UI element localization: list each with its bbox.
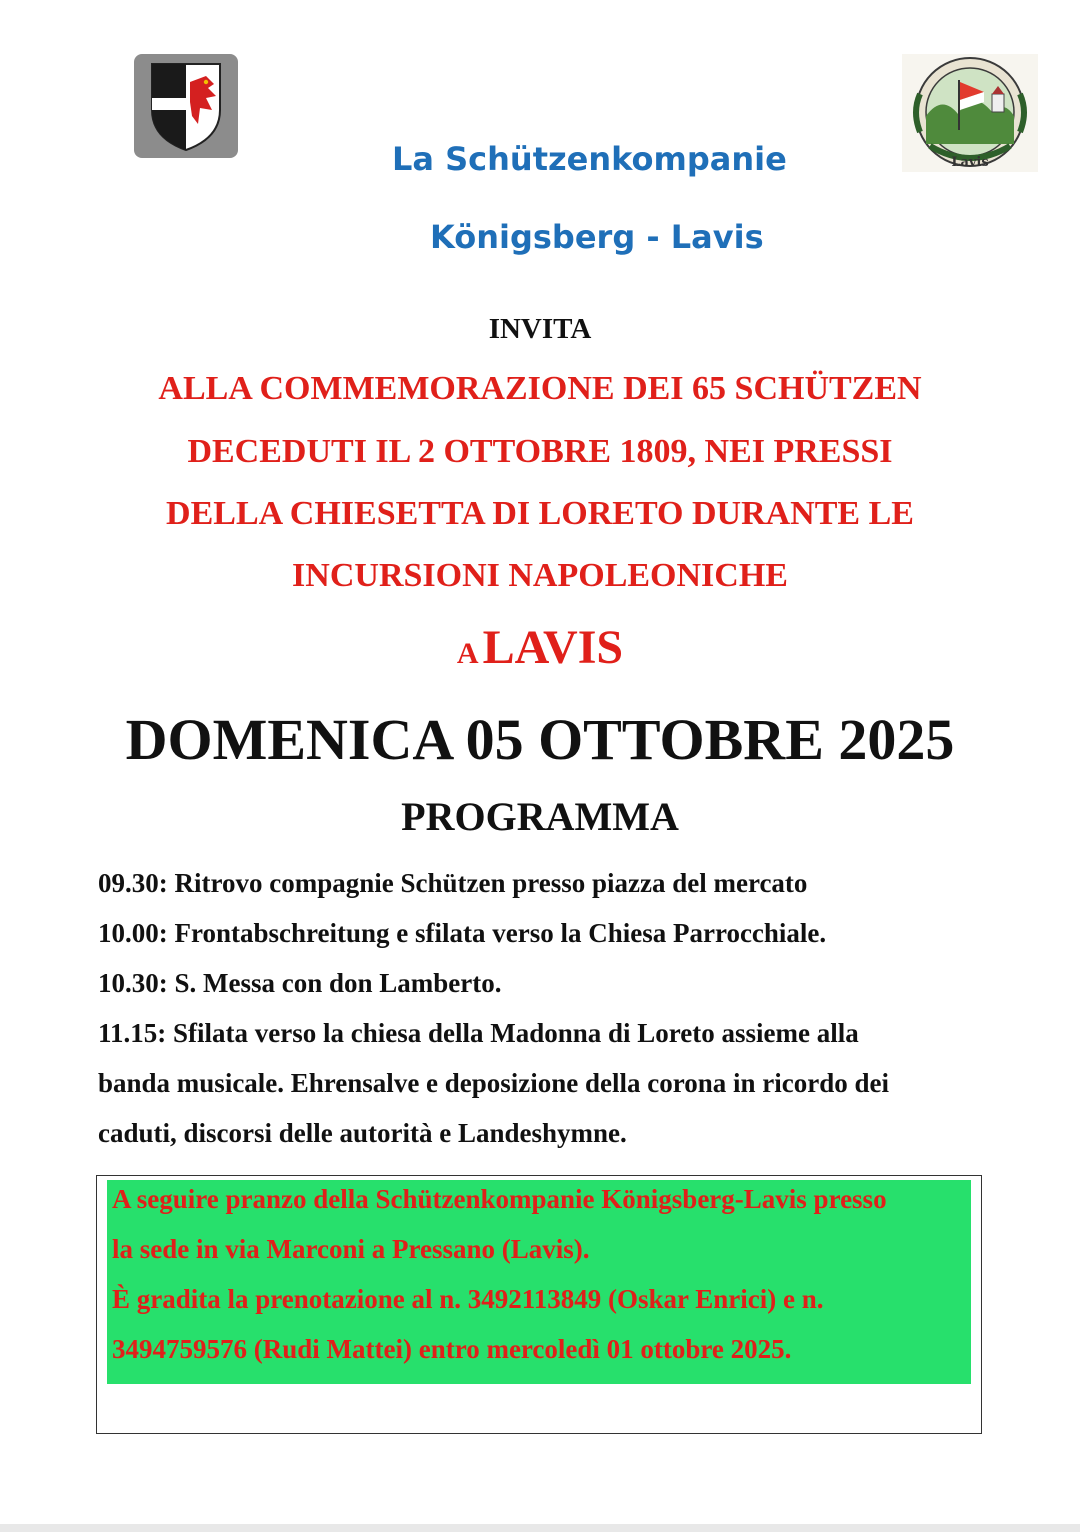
location-name: LAVIS [482,621,624,674]
notice-line: A seguire pranzo della Schützenkompanie Königsberg-Lavis presso [112,1184,887,1214]
program-line: 09.30: Ritrovo compagnie Schützen presso piazza del mercato [98,868,808,898]
company-emblem-logo [902,54,1038,172]
notice-line: la sede in via Marconi a Pressano (Lavis). [112,1234,590,1264]
invita-heading: INVITA [488,313,592,345]
header-company-place: Königsberg - Lavis [430,218,764,256]
commemoration-line-1: ALLA COMMEMORAZIONE DEI 65 SCHÜTZEN [158,370,922,407]
event-location [0,620,1080,675]
event-date: DOMENICA 05 OTTOBRE 2025 [125,707,955,772]
notice-line: 3494759576 (Rudi Mattei) entro mercoledì 01 ottobre 2025. [112,1334,792,1364]
program-line: caduti, discorsi delle autorità e Landeshymne. [98,1118,627,1148]
commemoration-line-4: INCURSIONI NAPOLEONICHE [292,557,788,594]
notice-line: È gradita la prenotazione al n. 3492113849 (Oskar Enrici) e n. [112,1284,824,1314]
program-line: 11.15: Sfilata verso la chiesa della Madonna di Loreto assieme alla [98,1018,859,1048]
program-line: banda musicale. Ehrensalve e deposizione della corona in ricordo dei [98,1068,890,1098]
location-prefix: A [456,637,479,670]
emblem-icon [902,54,1038,172]
coat-of-arms-logo [134,54,238,158]
header-company-name: La Schützenkompanie [392,140,787,178]
shield-icon [134,54,238,158]
commemoration-line-2: DECEDUTI IL 2 OTTOBRE 1809, NEI PRESSI [187,433,893,470]
program-title: PROGRAMMA [401,794,679,839]
commemoration-line-3: DELLA CHIESETTA DI LORETO DURANTE LE [166,495,914,532]
program-line: 10.00: Frontabschreitung e sfilata verso la Chiesa Parrocchiale. [98,918,827,948]
program-line: 10.30: S. Messa con don Lamberto. [98,968,502,998]
page-bottom-edge [0,1524,1080,1532]
svg-text:Lavis: Lavis [951,155,989,170]
